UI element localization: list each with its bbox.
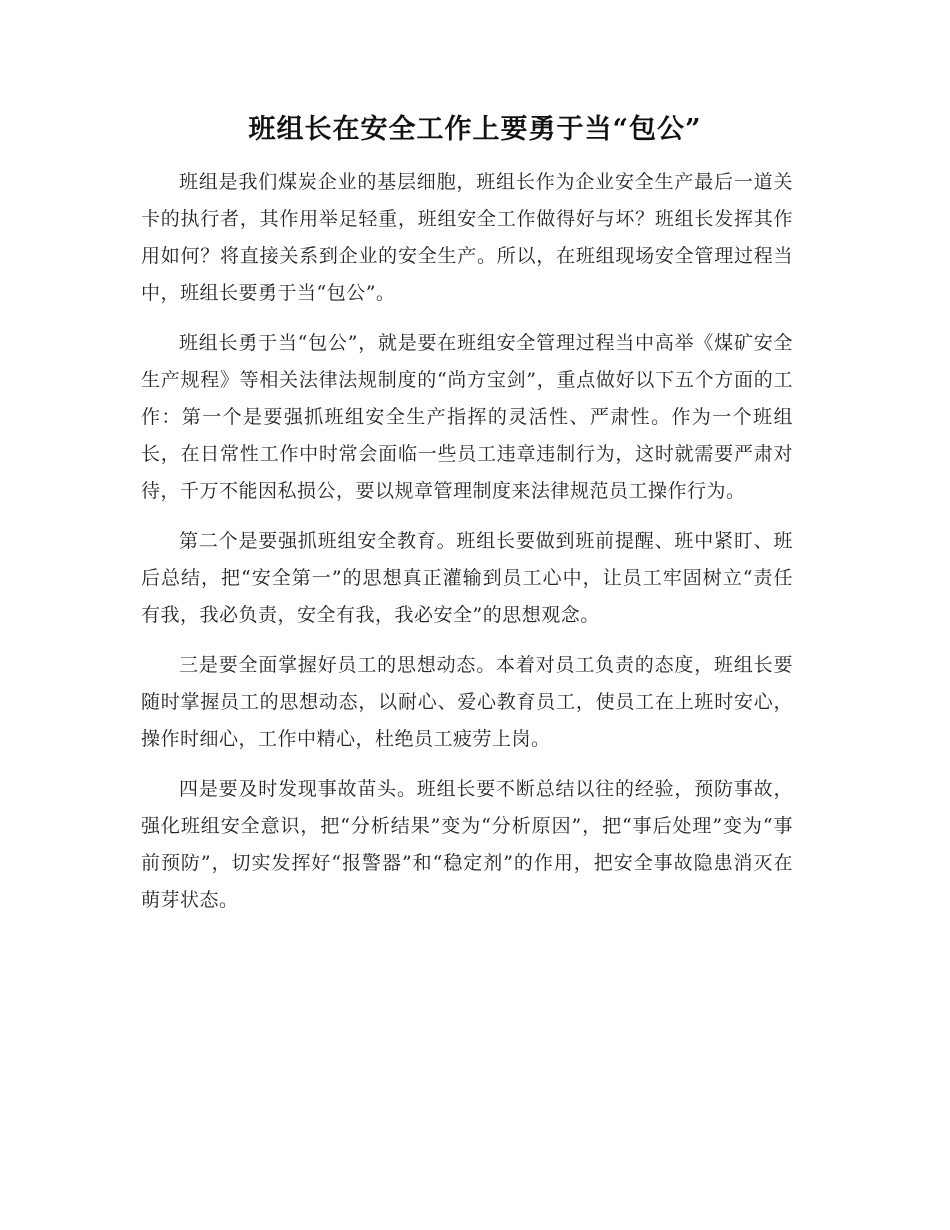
paragraph-2: 班组长勇于当“包公”，就是要在班组安全管理过程当中高举《煤矿安全生产规程》等相关法律法规制度的“尚方宝剑”，重点做好以下五个方面的工作：第一个是要强抓班组安全生产指挥的灵活性、严肃性。作为一个班组长，在日常性工作中时常会面临一些员工违章违制行为，这时就需要严肃对待，千万不能因私损公，要以规章管理制度来法律规范员工操作行为。 <box>141 332 793 502</box>
paragraph-3: 第二个是要强抓班组安全教育。班组长要做到班前提醒、班中紧盯、班后总结，把“安全第一”的思想真正灌输到员工心中，让员工牢固树立“责任有我，我必负责，安全有我，我必安全”的思想观念。 <box>141 530 793 626</box>
paragraph-5: 四是要及时发现事故苗头。班组长要不断总结以往的经验，预防事故，强化班组安全意识，把“分析结果”变为“分析原因”，把“事后处理”变为“事前预防”，切实发挥好“报警器”和“稳定剂”的作用，把安全事故隐患消灭在萌芽状态。 <box>141 778 793 911</box>
document-body <box>141 164 793 932</box>
paragraph-1: 班组是我们煤炭企业的基层细胞，班组长作为企业安全生产最后一道关卡的执行者，其作用举足轻重，班组安全工作做得好与坏？班组长发挥其作用如何？将直接关系到企业的安全生产。所以，在班组现场安全管理过程当中，班组长要勇于当“包公”。 <box>141 171 793 304</box>
paragraph-4: 三是要全面掌握好员工的思想动态。本着对员工负责的态度，班组长要随时掌握员工的思想动态，以耐心、爱心教育员工，使员工在上班时安心，操作时细心，工作中精心，杜绝员工疲劳上岗。 <box>141 654 793 750</box>
document-title: 班组长在安全工作上要勇于当“包公” <box>248 114 702 145</box>
